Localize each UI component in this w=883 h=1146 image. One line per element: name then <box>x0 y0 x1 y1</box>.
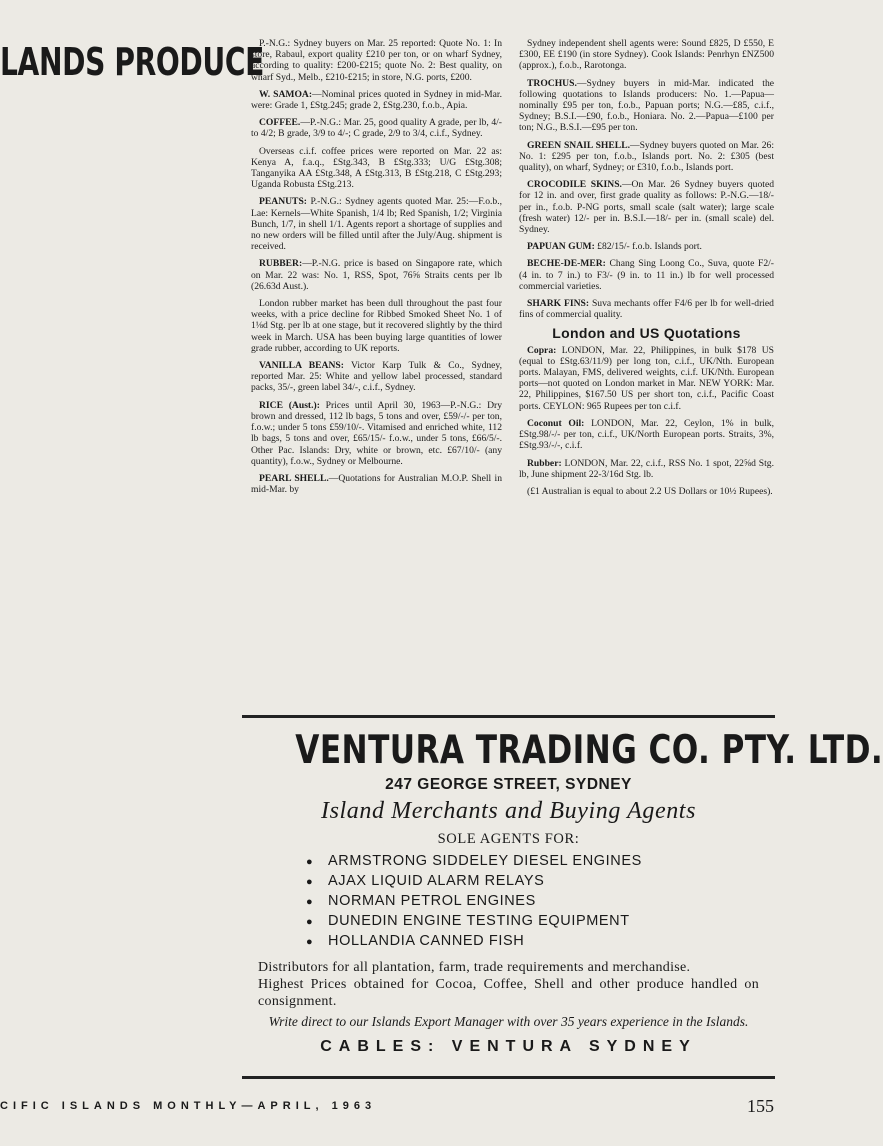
advert-agent-item <box>306 932 775 952</box>
london-quotations-heading: London and US Quotations <box>552 325 741 342</box>
advert-top-rule <box>242 715 775 718</box>
advert-agent-name: HOLLANDIA CANNED FISH <box>328 933 525 949</box>
advert-consignment: Highest Prices obtained for Cocoa, Coffee, Shell and other produce handled on consignment. <box>258 977 759 1009</box>
paragraph <box>251 89 502 111</box>
bullet-icon: ● <box>306 896 314 908</box>
paragraph-text: —P.-N.G.: Mar. 25, good quality A grade, per lb, 4/- to 4/2; B grade, 3/9 to 4/-; C grade, 2/9 to 3/4, c.i.f., Sydney. <box>251 117 502 140</box>
paragraph-heading: RUBBER: <box>259 258 303 270</box>
paragraph-heading: CROCODILE SKINS. <box>527 179 622 191</box>
paragraph-heading: Coconut Oil: <box>527 417 585 429</box>
paragraph-text: —Nominal prices quoted in Sydney in mid-Mar. were: Grade 1, £Stg.245; grade 2, £Stg.230, f.o.b., Apia. <box>251 88 502 112</box>
paragraph <box>251 298 502 354</box>
paragraph-text: Chang Sing Loong Co., Suva, quote F2/- (4 in. to 7 in.) to F3/- (9 in. to 11 in.) lb for well processed commercial varieties. <box>519 258 774 292</box>
advert-agent-item <box>306 872 775 892</box>
paragraph <box>519 458 774 480</box>
advert-distributors-text <box>258 959 759 1010</box>
paragraph-text: Victor Karp Tulk & Co., Sydney, reported Mar. 25: White and yellow label processed, standard packs, 35/-, green label 34/-, c.i.f., Sydney. <box>251 360 502 394</box>
paragraph-text: —Quotations for Australian M.O.P. Shell in mid-Mar. by <box>251 472 502 496</box>
advert-distributors: Distributors for all plantation, farm, trade requirements and merchandise. <box>258 960 691 975</box>
paragraph <box>519 179 774 235</box>
footer-publication: CIFIC ISLANDS MONTHLY—APRIL, 1963 <box>0 1100 377 1112</box>
paragraph <box>251 400 502 467</box>
paragraph-heading: PEARL SHELL. <box>259 472 329 484</box>
advert-cables: CABLES: VENTURA SYDNEY <box>320 1038 697 1055</box>
bullet-icon: ● <box>306 916 314 928</box>
advert-address: 247 GEORGE STREET, SYDNEY <box>385 776 632 793</box>
paragraph-text: —Sydney buyers quoted on Mar. 26: No. 1: £295 per ton, f.o.b., Islands port. No. 2: £305 (best quality), on wharf, Sydney; or £310, f.o.b., Islands port. <box>519 139 774 174</box>
paragraph-heading: Copra: <box>527 344 557 356</box>
paragraph-text: P.-N.G.: Sydney agents quoted Mar. 25:—F.o.b., Lae: Kernels—White Spanish, 1/4 lb; Red Spanish, 1/2; Virginia Bunch, 1/7, in shell 1/1. Agents report a shortage of supplies and no new orders will be filled until after the July/Aug. shipment is received. <box>251 196 502 253</box>
advert-agent-name: ARMSTRONG SIDDELEY DIESEL ENGINES <box>328 853 642 869</box>
paragraph-text: Suva mechants offer F4/6 per lb for well-dried fins of commercial quality. <box>519 298 774 321</box>
paragraph-text: London rubber market has been dull throughout the past four weeks, with a price decline for Ribbed Smoked Sheet No. 1 of 1⅛d Stg. per lb at one stage, but it recovered slightly by the third week in March. USA has been buying large quantities of lower grade rubber, according to UK reports. <box>251 298 502 354</box>
bullet-icon: ● <box>306 856 314 868</box>
paragraph-heading: VANILLA BEANS: <box>259 360 344 372</box>
paragraph <box>251 38 502 83</box>
paragraph-text: LONDON, Mar. 22, Philippines, in bulk $178 US (equal to £Stg.63/11/9) per long ton, c.i.f., UK/Nth. European ports. Malayan, FMS, delivered weights, c.i.f. UK/Nth. European ports—not quoted on London market in Mar. NEW YORK: Mar. 22, Philippines, $167.50 US per short ton, c.i.f., Pacific Coast ports. CEYLON: 965 Rupees per ton c.i.f. <box>519 344 774 412</box>
ventura-advertisement <box>242 728 883 1073</box>
column-middle <box>251 38 502 501</box>
paragraph-heading: Rubber: <box>527 457 562 469</box>
advert-agent-name: NORMAN PETROL ENGINES <box>328 893 536 909</box>
paragraph-heading: GREEN SNAIL SHELL. <box>527 139 630 151</box>
paragraph-heading: SHARK FINS: <box>527 298 590 310</box>
column-right <box>519 38 774 503</box>
advert-write-direct: Write direct to our Islands Export Manager with over 35 years experience in the Islands. <box>268 1014 749 1029</box>
paragraph-text: —P.-N.G. price is based on Singapore rate, which on Mar. 22 was: No. 1, RSS, Spot, 76⅝ Straits cents per lb (26.63d Aust.). <box>251 258 502 292</box>
london-quotations-section <box>519 345 774 497</box>
paragraph-heading: PAPUAN GUM: <box>527 241 595 253</box>
advert-agent-item <box>306 892 775 912</box>
paragraph <box>251 146 502 191</box>
paragraph <box>251 360 502 394</box>
masthead-title: LANDS PRODUCE <box>0 40 264 84</box>
paragraph-heading: RICE (Aust.): <box>259 399 320 411</box>
paragraph-text: Prices until April 30, 1963—P.-N.G.: Dry brown and dressed, 112 lb bags, 5 tons and over, £59/-/- per ton, f.o.w.; under 5 tons £59/10/-. Vitamised and enriched white, 112 lb bags, 5 tons and over, £65/15/- f.o.w., under 5 tons, £66/5/-. Other Pac. Islands: Dry, white or brown, etc. £67/10/- (any quantity), f.o.w., Sydney or Melbourne. <box>251 399 502 467</box>
paragraph-text: (£1 Australian is equal to about 2.2 US Dollars or 10½ Rupees). <box>527 485 773 497</box>
paragraph-text: —On Mar. 26 Sydney buyers quoted for 12 in. and over, first grade quality as follows: P.-N.G.—18/- per in., f.o.b. P-NG ports, small scale (salt water); large scale (fresh water) 12/- per in. B.S.I.—18/- per in. (small scale) del. Sydney. <box>519 179 774 236</box>
page-footer <box>0 1096 774 1118</box>
paragraph-text: LONDON, Mar. 22, c.i.f., RSS No. 1 spot, 22⅝d Stg. lb, June shipment 22-3/16d Stg. lb. <box>519 457 774 480</box>
column-right-body <box>519 38 774 320</box>
paragraph-text: £82/15/- f.o.b. Islands port. <box>594 241 702 253</box>
paragraph <box>251 196 502 252</box>
advert-sole-agents-heading: SOLE AGENTS FOR: <box>437 831 580 847</box>
paragraph-text: —Sydney buyers in mid-Mar. indicated the following quotations to Islands producers: No. 1.—Papua—nominally £95 per ton, f.o.b., Papuan ports; N.G.—£85, c.i.f., Sydney; B.S.I.—£90, f.o.b., Honiara. No. 2.—Papua—£100 per ton; N.G., B.S.I.—£95 per ton. <box>519 77 774 134</box>
advert-agent-item <box>306 852 775 872</box>
paragraph <box>251 473 502 495</box>
paragraph-heading: TROCHUS. <box>527 77 577 89</box>
paragraph <box>519 38 774 72</box>
paragraph <box>519 140 774 174</box>
bullet-icon: ● <box>306 936 314 948</box>
page-number: 155 <box>747 1096 774 1116</box>
advert-agent-item <box>306 912 775 932</box>
paragraph-text: P.-N.G.: Sydney buyers on Mar. 25 reported: Quote No. 1: In store, Rabaul, export quality £210 per ton, or on wharf Sydney, according to quality: £200-£215; quote No. 2: Best quality, on wharf Syd., Melb., £210-£215; in store, N.G. ports, £200. <box>251 38 502 83</box>
paragraph-heading: BECHE-DE-MER: <box>527 258 606 270</box>
paragraph <box>519 258 774 292</box>
advert-slogan: Island Merchants and Buying Agents <box>320 798 697 824</box>
bullet-icon: ● <box>306 876 314 888</box>
paragraph-heading: COFFEE. <box>259 117 301 129</box>
paragraph <box>519 345 774 412</box>
column-middle-body <box>251 38 502 495</box>
paragraph <box>251 258 502 292</box>
paragraph <box>519 486 774 497</box>
paragraph-heading: W. SAMOA: <box>259 88 313 100</box>
paragraph-heading: PEANUTS: <box>259 196 307 208</box>
paragraph <box>519 298 774 320</box>
paragraph <box>519 78 774 134</box>
advert-agent-name: AJAX LIQUID ALARM RELAYS <box>328 873 545 889</box>
advert-bottom-rule <box>242 1076 775 1079</box>
advert-agents-list <box>306 852 775 952</box>
advert-agent-name: DUNEDIN ENGINE TESTING EQUIPMENT <box>328 913 630 929</box>
paragraph <box>519 241 774 252</box>
paragraph-text: LONDON, Mar. 22, Ceylon, 1% in bulk, £Stg.98/-/- per ton, c.i.f., UK/North European ports. Straits, 3%, £Stg.93/-/-, c.i.f. <box>519 417 774 452</box>
paragraph <box>519 418 774 452</box>
paragraph-text: Sydney independent shell agents were: Sound £825, D £550, E £300, EE £190 (in store Sydney). Cook Islands: Penrhyn £NZ500 (approx.), f.o.b., Rarotonga. <box>519 38 774 72</box>
paragraph <box>251 117 502 139</box>
paragraph-text: Overseas c.i.f. coffee prices were reported on Mar. 22 as: Kenya A, f.a.q., £Stg.343, B £Stg.333; U/G £Stg.308; Tanganyika AA £Stg.348, A £Stg.313, B £Stg.218, C £Stg.293; Uganda Robusta £Stg.213. <box>251 145 502 191</box>
advert-company-name: VENTURA TRADING CO. PTY. LTD. <box>295 728 883 773</box>
